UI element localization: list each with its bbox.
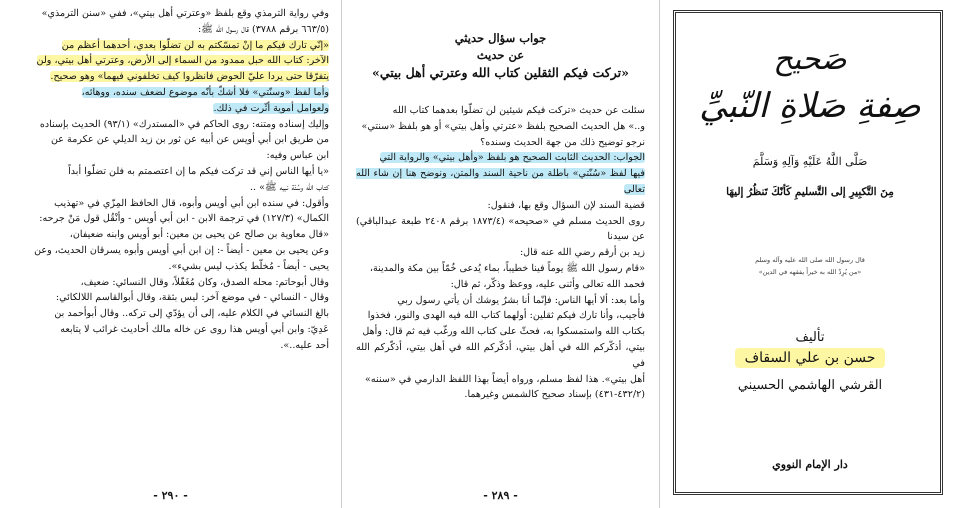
line-text: «قام رسول الله ﷺ يوماً فينا خطيباً، بماء يُدعى خُمّاً بين مكة والمدينة،: [369, 262, 645, 274]
page-number: - ٢٨٩ -: [483, 489, 518, 502]
cover-author: حسن بن علي السقاف: [735, 348, 886, 368]
line-text: الكمال» (١٢٧/٣) في ترجمة الابن - ابن أبي أويس - وأنْقُل قول مَنْ جرحه:: [39, 213, 329, 225]
text-line: [12, 164, 329, 180]
cover-author-title: القرشي الهاشمي الحسيني: [737, 378, 883, 393]
line-text: سئلت عن حديث «تركت فيكم شيئين لن تضلّوا بعدهما كتاب الله: [392, 105, 645, 116]
text-line: [12, 180, 329, 196]
text-line: [12, 148, 329, 164]
text-line: [12, 22, 329, 38]
book-cover: [660, 0, 960, 508]
highlighted-text: الآخر: كتاب الله حبل ممدود من السماء إلى الأرض، وعترتي أهل بيتي، ولن: [36, 55, 329, 67]
page-290: [0, 0, 342, 508]
heading-line: عن حديث: [476, 48, 525, 62]
text-line: [356, 214, 645, 246]
line-text: أهل بيتي». هذا لفظ مسلم، ورواه أيضاً بهذا اللفظ الدارمي في «سننه»: [365, 373, 645, 385]
cover-title: صَحيح: [773, 42, 847, 77]
cover-blessing: صَلَّى اللَّهُ عَلَيْهِ وَآلِهِ وَسَلَّمَ: [752, 155, 868, 168]
text-line: [356, 103, 645, 119]
line-text: «يا أيها الناس إني قد تركت فيكم ما إن اعتصمتم به فلن تضلّوا أبداً: [68, 165, 329, 177]
text-line: [12, 275, 329, 291]
cover-tagline: مِنَ التَّكبِيرِ إلى التَّسليمِ كَأنّكَ تَنظُرُ إليهَا: [726, 186, 894, 198]
text-line: [356, 277, 645, 293]
text-line: [356, 293, 645, 309]
text-line: [12, 322, 329, 338]
text-line: [12, 338, 329, 354]
line-text: ابن عباس وفيه:: [266, 150, 329, 162]
text-line: [12, 211, 329, 227]
line-text: روى الحديث مسلم في «صحيحه» (١٨٧٣/٤ برقم ٢٤٠٨ طبعة عبدالباقي) عن سيدنا: [356, 215, 645, 243]
text-line: [356, 387, 645, 403]
page-number: - ٢٩٠ -: [153, 489, 188, 502]
line-text: وأقول: في سنده ابن أبي أويس وأبوه، قال الحافظ المِزّي في «تهذيب: [54, 197, 329, 209]
cover-subtitle: صِفةِ صَلاةِ النّبيِّ: [699, 86, 921, 126]
text-line: [12, 53, 329, 69]
text-line: [356, 119, 645, 135]
text-line: [12, 132, 329, 148]
text-line: [12, 306, 329, 322]
text-line: [356, 324, 645, 340]
highlighted-text: وأما لفظ «وسنّتي» فلا أشكّ بأنّه موضوع لضعف سنده، ووهائه،: [81, 86, 329, 98]
line-text: زيد بن أرقم رضي الله عنه قال:: [519, 247, 645, 259]
line-text: وأما بعد: ألا أيها الناس: فإنّما أنا بشرٌ يوشك أن يأتي رسول ربي: [397, 294, 645, 306]
cover-publisher: دار الإمام النووي: [772, 458, 848, 471]
text-line: [356, 261, 645, 277]
text-line: [356, 198, 645, 214]
line-text: أحد عليه..».: [280, 339, 329, 351]
cover-authored-label: تأليف: [795, 330, 825, 345]
page-289-body: [356, 103, 645, 403]
line-text: وقال - النسائي - في موضع آخر: ليس بثقة، وقال أبوالقاسم اللالكائي:: [55, 292, 329, 304]
text-line: [12, 6, 329, 22]
text-line: [12, 290, 329, 306]
line-text: فحمد الله تعالى وأثنى عليه، ووعظ وذكّر، ثم قال:: [450, 278, 645, 290]
text-line: [12, 38, 329, 54]
line-text: بالغ النسائي في الكلام عليه، إلى أن يؤدّي إلى تركه.. وقال أبوأحمد بن: [54, 308, 329, 320]
line-text: يحيى - أيضاً - مُخلّط يكذب ليس بشيء».: [168, 260, 329, 272]
line-text: من طريق ابن أبي أويس عن أبيه عن ثور بن زيد الديلي عن عكرمة عن: [50, 134, 329, 146]
line-text: (٤٣٢/٢-٤٣١) بإسناد صحيح كالشمس وغيرهما.: [464, 389, 645, 401]
heading-line: جواب سؤال حديثي: [454, 31, 547, 45]
highlighted-text: يتفرّقا حتى يردا عليّ الحوض فانظروا كيف تخلفوني فيهما» وهو صحيح.: [50, 71, 329, 83]
line-text: و..» هل الحديث الصحيح بلفظ «عترتي وأهل بيتي» أو هو بلفظ «سنتي»: [361, 120, 645, 132]
text-line: [356, 135, 645, 151]
heading-line: «تركت فيكم الثقلين كتاب الله وعترتي أهل بيتي»: [372, 65, 629, 80]
page-289: [342, 0, 660, 508]
text-line: [356, 340, 645, 372]
line-text: (٦٦٣/٥ برقم ٣٧٨٨) قال رسول الله ﷺ:: [198, 23, 329, 35]
line-text: كتاب الله وسُنّة نبيه ﷺ» ..: [249, 181, 329, 193]
text-line: [12, 196, 329, 212]
text-line: [356, 308, 645, 324]
line-text: وإليك إسناده ومتنه: روى الحاكم في «المستدرك» (٩٣/١) الحديث بإسناده: [39, 118, 329, 130]
text-line: [12, 259, 329, 275]
line-text: بيتي، أذكّركم الله في أهل بيتي، أذكّركم الله في أهل بيتي، أذكّركم الله في: [356, 341, 645, 369]
line-text: وعن يحيى بن معين - أيضاً -: إن ابن أبي أويس وأبوه يسرقان الحديث، وعن: [34, 244, 329, 256]
text-line: [12, 85, 329, 101]
highlighted-text: الجواب: الحديث الثابت الصحيح هو بلفظ «وأهل بيتي» والرواية التي: [379, 152, 645, 164]
cover-quote-line: «من يُرِدْ الله به خيراً يفقهه في الدين»: [758, 268, 862, 276]
text-line: [356, 245, 645, 261]
highlighted-text: «إنّي تارك فيكم ما إنْ تمسّكتم به لن تضلّوا بعدي، أحدهما أعظم من: [61, 39, 329, 51]
line-text: عَدِيّ: وابن أبي أويس هذا روى عن خاله مالك أحاديث غرائب لا يتابعه: [60, 323, 329, 335]
text-line: [12, 101, 329, 117]
cover-quote-line: قال رسول الله صلى الله عليه وآله وسلم: [755, 256, 865, 264]
line-text: فأجيب، وأنا تارك فيكم ثقلين: أولهما كتاب الله فيه الهدى والنور، فخذوا: [367, 310, 645, 322]
line-text: وفي رواية الترمذي وقع بلفظ «وعترتي أهل بيتي»، ففي «سنن الترمذي»: [41, 8, 329, 19]
text-line: [12, 117, 329, 133]
text-line: [12, 69, 329, 85]
line-text: نرجو توضيح ذلك من جهة الحديث وسنده؟: [480, 136, 645, 148]
highlighted-text: فيها لفظ «سُنّتي» باطلة من ناحية السند والمتن، ونوضح هنا إن شاء الله تعالى: [356, 168, 645, 195]
line-text: قضية السند لإن السؤال وقع بها، فنقول:: [487, 199, 645, 211]
text-line: [356, 150, 645, 166]
text-line: [12, 227, 329, 243]
line-text: «قال معاوية بن صالح عن يحيى بن معين: أبو أويس وابنه ضعيفان،: [69, 229, 329, 241]
cover-frame: [673, 10, 943, 495]
text-line: [356, 372, 645, 388]
highlighted-text: ولعوامل أموية أثّرت في ذلك.: [213, 102, 329, 114]
line-text: وقال أبوحاتم: محله الصدق، وكان مُغَفّلاً، وقال النسائي: ضعيف،: [80, 276, 329, 288]
page-290-body: [12, 6, 329, 354]
line-text: بكتاب الله واستمسكوا به، فحثّ على كتاب الله ورغّب فيه ثم قال: وأهل: [362, 326, 645, 338]
text-line: [12, 243, 329, 259]
text-line: [356, 166, 645, 198]
